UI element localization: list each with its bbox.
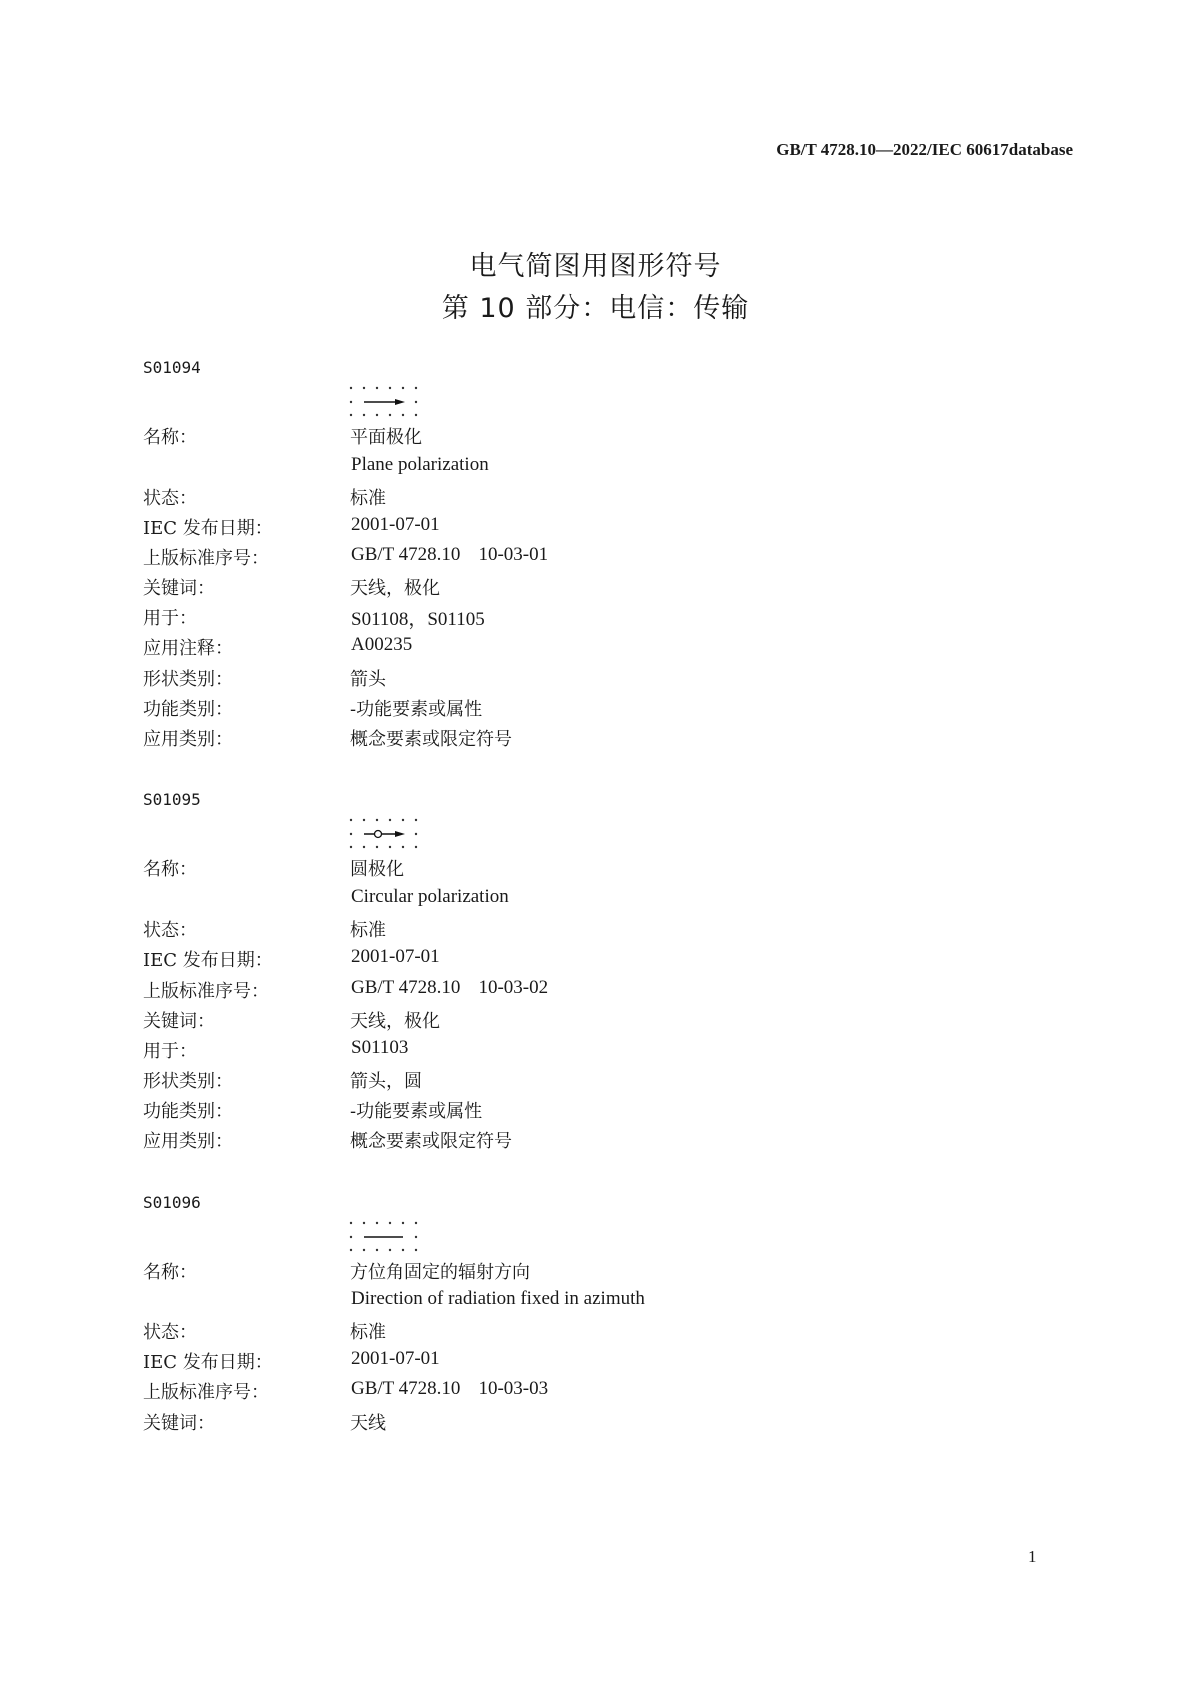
name-en-value: Circular polarization	[351, 886, 509, 907]
field-label: 应用类别：	[143, 1131, 233, 1152]
field-label: 上版标准序号：	[143, 1382, 269, 1403]
document-subtitle: 第 10 部分：电信：传输	[441, 293, 750, 324]
prev-standard-value	[351, 1378, 548, 1400]
prev-standard-number: 10-03-02	[478, 977, 549, 998]
status-value: 标准	[350, 920, 386, 941]
field-label: 上版标准序号：	[143, 548, 269, 569]
prev-standard-code: GB/T 4728.10	[351, 977, 461, 998]
field-label: 形状类别：	[143, 669, 233, 690]
prev-standard-value	[351, 977, 548, 999]
symbol-id: S01096	[143, 1193, 201, 1212]
prev-standard-number: 10-03-03	[478, 1378, 549, 1399]
name-en-value: Plane polarization	[351, 454, 489, 475]
field-label: 关键词：	[143, 578, 215, 599]
field-label: 用于：	[143, 1041, 197, 1062]
prev-standard-value	[351, 544, 548, 566]
field-label: IEC 发布日期：	[143, 518, 273, 539]
document-title: 电气简图用图形符号	[469, 251, 722, 282]
name-cn-value: 圆极化	[350, 859, 404, 880]
field-label: 名称：	[143, 859, 197, 880]
field-label: 上版标准序号：	[143, 981, 269, 1002]
fixed-azimuth-direction-symbol	[349, 1219, 429, 1255]
shape-class-value: 箭头	[350, 669, 386, 690]
field-label: 状态：	[143, 1322, 197, 1343]
symbol-id: S01094	[143, 358, 201, 377]
document-code: GB/T 4728.10—2022/IEC 60617database	[776, 140, 1073, 159]
field-label: IEC 发布日期：	[143, 1352, 273, 1373]
plane-polarization-symbol	[349, 384, 429, 420]
shape-class-value: 箭头，圆	[350, 1071, 422, 1092]
page-number: 1	[1028, 1547, 1037, 1566]
date-value: 2001-07-01	[351, 514, 440, 535]
status-value: 标准	[350, 1322, 386, 1343]
keywords-value: 天线，极化	[350, 578, 440, 599]
field-label: 应用类别：	[143, 729, 233, 750]
name-cn-value: 方位角固定的辐射方向	[350, 1262, 530, 1283]
field-label: 用于：	[143, 608, 197, 629]
field-label: 状态：	[143, 920, 197, 941]
prev-standard-number: 10-03-01	[478, 544, 549, 565]
function-class-value: -功能要素或属性	[350, 1101, 483, 1122]
used-in-value: S01103	[351, 1037, 409, 1058]
name-cn-value: 平面极化	[350, 427, 422, 448]
field-label: 名称：	[143, 427, 197, 448]
circular-polarization-symbol	[349, 816, 429, 852]
application-class-value: 概念要素或限定符号	[350, 729, 512, 750]
function-class-value: -功能要素或属性	[350, 699, 483, 720]
field-label: 名称：	[143, 1262, 197, 1283]
field-label: 关键词：	[143, 1413, 215, 1434]
used-in-value: S01108，S01105	[351, 609, 485, 630]
field-label: 功能类别：	[143, 699, 233, 720]
application-note-value: A00235	[351, 634, 413, 655]
field-label: 应用注释：	[143, 638, 233, 659]
field-label: IEC 发布日期：	[143, 950, 273, 971]
prev-standard-code: GB/T 4728.10	[351, 544, 461, 565]
keywords-value: 天线	[350, 1413, 386, 1434]
field-label: 状态：	[143, 488, 197, 509]
symbol-id: S01095	[143, 790, 201, 809]
status-value: 标准	[350, 488, 386, 509]
field-label: 关键词：	[143, 1011, 215, 1032]
keywords-value: 天线，极化	[350, 1011, 440, 1032]
date-value: 2001-07-01	[351, 946, 440, 967]
name-en-value: Direction of radiation fixed in azimuth	[351, 1288, 645, 1309]
application-class-value: 概念要素或限定符号	[350, 1131, 512, 1152]
field-label: 形状类别：	[143, 1071, 233, 1092]
date-value: 2001-07-01	[351, 1348, 440, 1369]
prev-standard-code: GB/T 4728.10	[351, 1378, 461, 1399]
field-label: 功能类别：	[143, 1101, 233, 1122]
